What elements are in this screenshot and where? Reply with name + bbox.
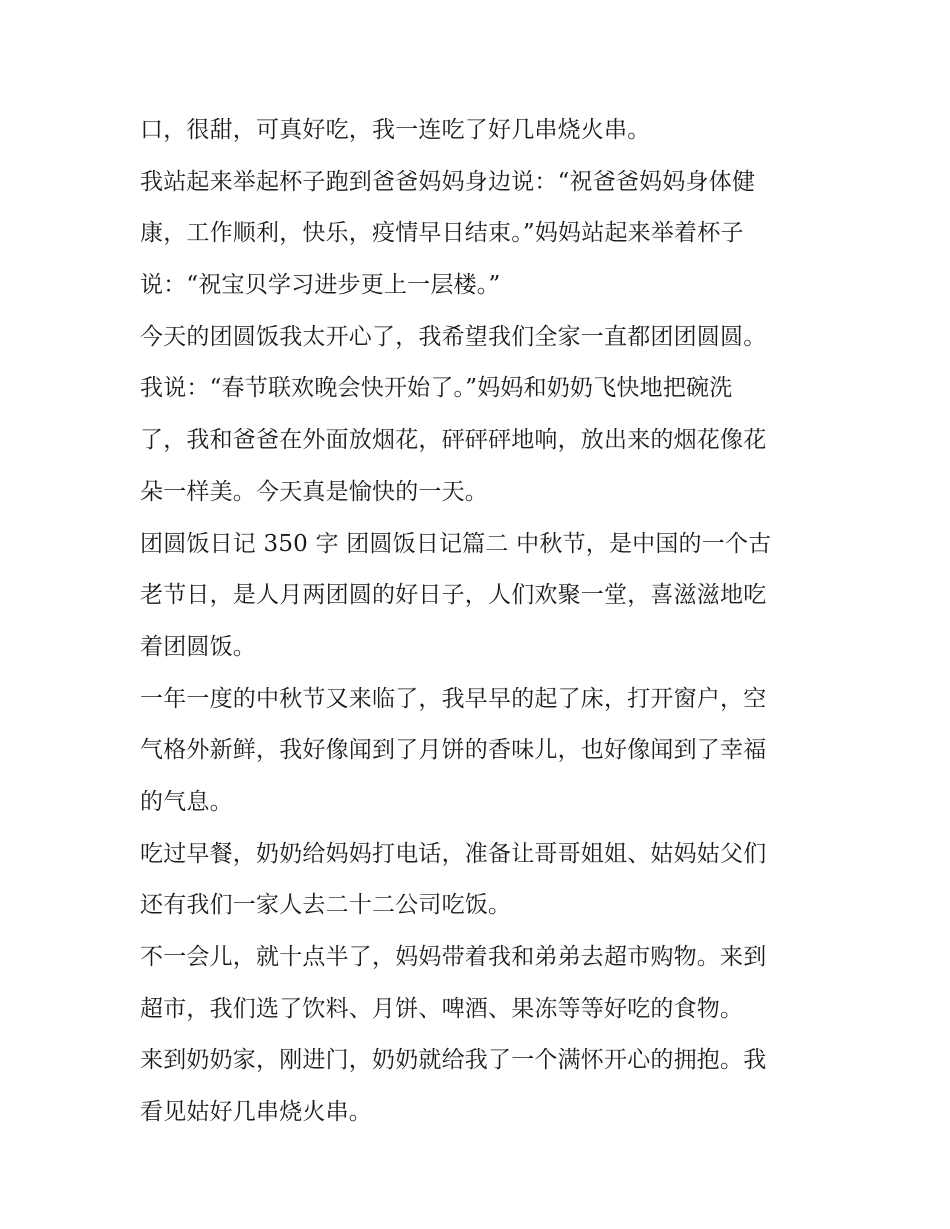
text-line: 老节日，是人月两团圆的好日子，人们欢聚一堂，喜滋滋地吃 [140,582,767,609]
text-line: 今天的团圆饭我太开心了，我希望我们全家一直都团团圆圆。 [140,323,767,350]
text-line: 的气息。 [140,788,233,815]
text-line: 团圆饭日记 350 字 团圆饭日记篇二 中秋节，是中国的一个古 [140,530,772,557]
text-line: 超市，我们选了饮料、月饼、啤酒、果冻等等好吃的食物。 [140,995,744,1022]
text-line: 看见姑好几串烧火串。 [140,1099,372,1126]
text-line: 还有我们一家人去二十二公司吃饭。 [140,892,512,919]
text-line: 一年一度的中秋节又来临了，我早早的起了床，打开窗户，空 [140,685,767,712]
text-line: 说：“祝宝贝学习进步更上一层楼。” [140,272,501,299]
text-line: 了，我和爸爸在外面放烟花，砰砰砰地响，放出来的烟花像花 [140,427,767,454]
text-line: 我站起来举起杯子跑到爸爸妈妈身边说：“祝爸爸妈妈身体健 [140,168,756,195]
text-line: 口，很甜，可真好吃，我一连吃了好几串烧火串。 [140,117,651,143]
text-line: 朵一样美。今天真是愉快的一天。 [140,478,488,505]
text-line: 着团圆饭。 [140,633,256,660]
text-line: 气格外新鲜，我好像闻到了月饼的香味儿，也好像闻到了幸福 [140,737,767,764]
text-line: 来到奶奶家，刚进门，奶奶就给我了一个满怀开心的拥抱。我 [140,1047,767,1074]
text-line: 吃过早餐，奶奶给妈妈打电话，准备让哥哥姐姐、姑妈姑父们 [140,840,767,867]
text-line: 不一会儿，就十点半了，妈妈带着我和弟弟去超市购物。来到 [140,944,767,970]
text-line: 康，工作顺利，快乐，疫情早日结束。”妈妈站起来举着杯子 [140,220,744,247]
text-line: 我说：“春节联欢晚会快开始了。”妈妈和奶奶飞快地把碗洗 [140,375,733,402]
document-body [140,108,820,1142]
